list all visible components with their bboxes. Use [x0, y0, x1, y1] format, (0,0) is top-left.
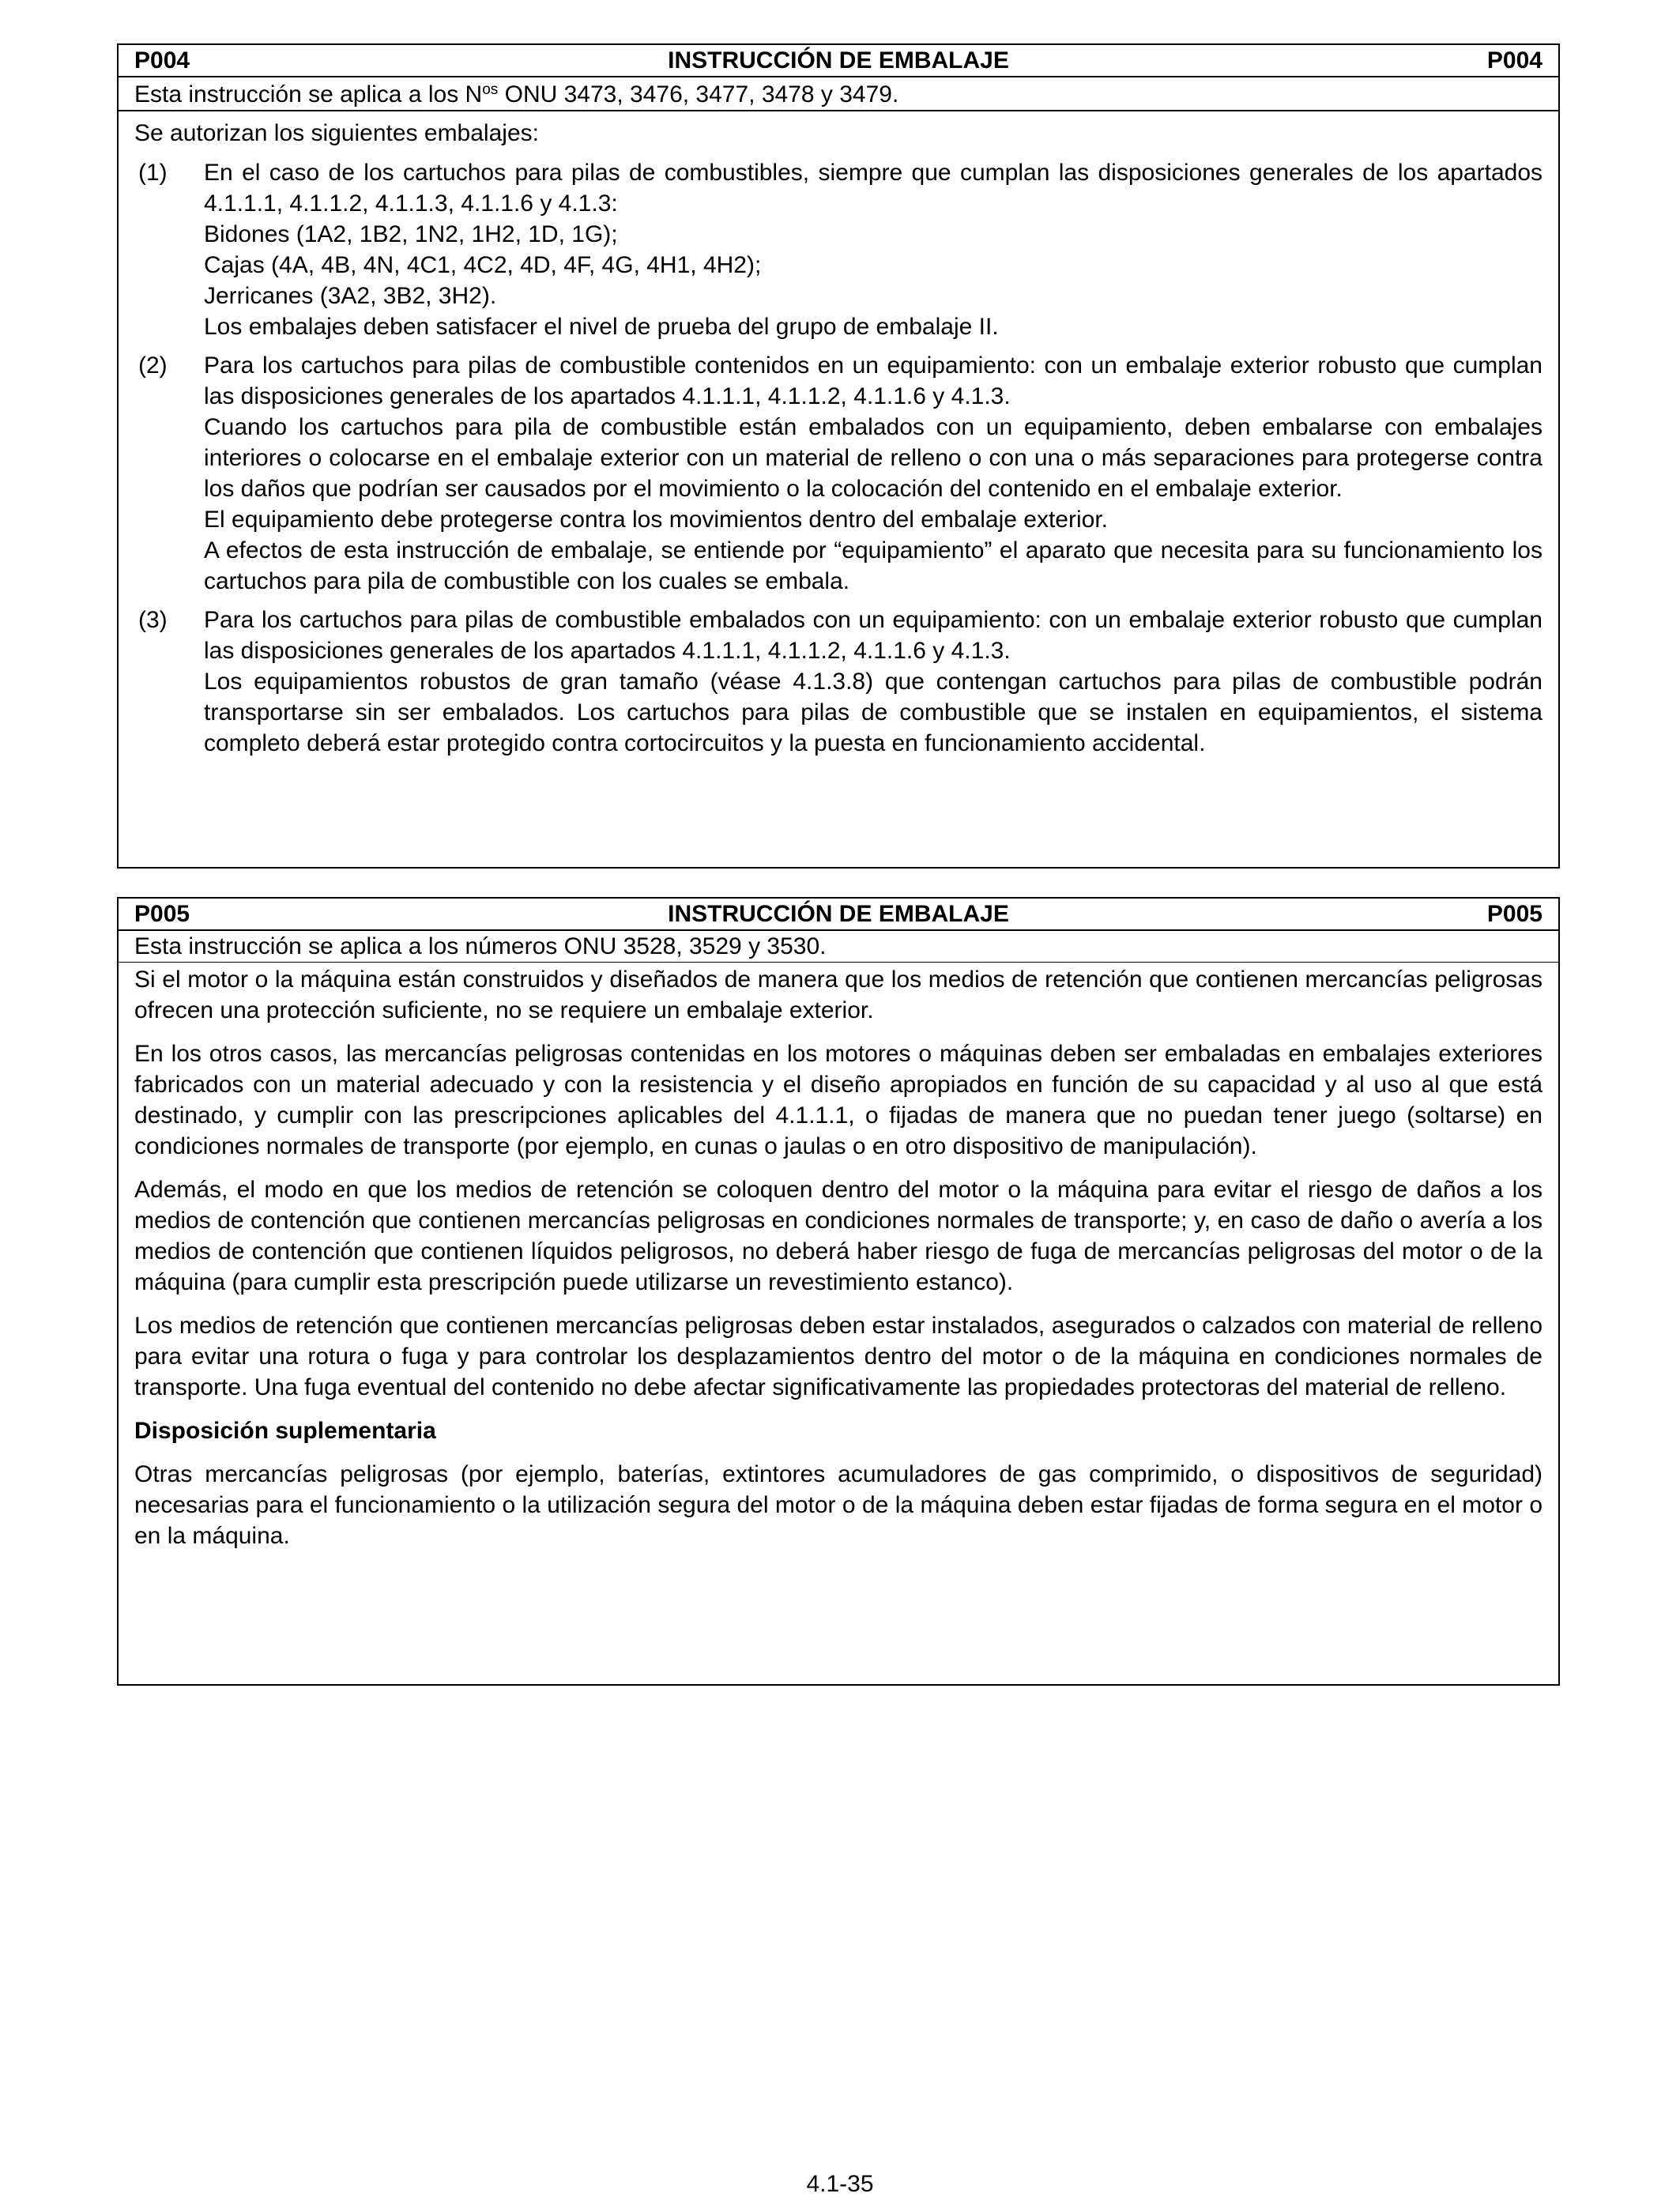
- p004-header-row: [119, 45, 1558, 77]
- p004-item-3: [134, 605, 1543, 759]
- p005-paragraph-3: Además, el modo en que los medios de retención se coloquen dentro del motor o la máquina para evitar el riesgo de daños a los medios de contención que contienen mercancías peligrosas en condiciones normales de transporte; y, en caso de daño o avería a los medios de contención que contienen líquidos peligrosos, no deberá haber riesgo de fuga de mercancías peligrosas del motor o de la máquina (para cumplir esta prescripción puede utilizarse un revestimiento estanco).: [134, 1177, 1543, 1295]
- item-line: Cuando los cartuchos para pila de combustible están embalados con un equipamiento, deben embalarse con embalajes interiores o colocarse en el embalaje exterior con un material de relleno o con una o más separaciones para protegerse contra los daños que podrían ser causados por el movimiento o la colocación del contenido en el embalaje exterior.: [204, 414, 1543, 502]
- p004-intro: Se autorizan los siguientes embalajes:: [134, 120, 539, 146]
- p005-supplementary-text: Otras mercancías peligrosas (por ejemplo, baterías, extintores acumuladores de gas comprimido, o dispositivos de seguridad) necesarias para el funcionamiento o la utilización segura del motor o de la máquina deben estar fijadas de forma segura en el motor o en la máquina.: [134, 1461, 1543, 1549]
- item-number: (3): [138, 607, 168, 633]
- item-line: Los equipamientos robustos de gran tamaño (véase 4.1.3.8) que contengan cartuchos para pilas de combustible podrán transportarse sin ser embalados. Los cartuchos para pilas de combustible que se instalen en equipamientos, el sistema completo deberá estar protegido contra cortocircuitos y la puesta en funcionamiento accidental.: [204, 669, 1543, 756]
- p004-title: INSTRUCCIÓN DE EMBALAJE: [668, 47, 1009, 73]
- p005-instruction-box: [117, 897, 1560, 1686]
- p005-title: INSTRUCCIÓN DE EMBALAJE: [668, 901, 1009, 927]
- p004-applies-text-post: ONU 3473, 3476, 3477, 3478 y 3479.: [498, 81, 899, 107]
- p004-applies-text-pre: Esta instrucción se aplica a los N: [134, 81, 483, 107]
- p005-code-right: P005: [1486, 901, 1543, 927]
- p005-applies-row: [119, 931, 1558, 963]
- item-line: A efectos de esta instrucción de embalaje, se entiende por “equipamiento” el aparato que necesita para su funcionamiento los cartuchos para pila de combustible con los cuales se embala.: [204, 537, 1543, 594]
- item-line: En el caso de los cartuchos para pilas de combustibles, siempre que cumplan las disposiciones generales de los apartados 4.1.1.1, 4.1.1.2, 4.1.1.3, 4.1.1.6 y 4.1.3:: [204, 160, 1543, 217]
- p004-body: [119, 118, 1558, 759]
- p005-applies-text: Esta instrucción se aplica a los números ONU 3528, 3529 y 3530.: [134, 933, 827, 959]
- page-number: 4.1-35: [806, 2171, 874, 2197]
- item-line: Cajas (4A, 4B, 4N, 4C1, 4C2, 4D, 4F, 4G, 4H1, 4H2);: [204, 252, 762, 278]
- p005-body: [119, 964, 1558, 1551]
- item-line: Los embalajes deben satisfacer el nivel de prueba del grupo de embalaje II.: [204, 314, 999, 340]
- p005-code-left: P005: [134, 901, 190, 927]
- item-number: (1): [138, 160, 168, 186]
- item-line: Jerricanes (3A2, 3B2, 3H2).: [204, 283, 497, 309]
- p005-header-row: [119, 899, 1558, 931]
- p004-instruction-box: [117, 43, 1560, 869]
- p004-applies-superscript: os: [482, 81, 499, 98]
- item-number: (2): [138, 352, 168, 379]
- p004-item-1: [134, 157, 1543, 342]
- p005-supplementary-heading: Disposición suplementaria: [134, 1418, 436, 1444]
- p004-applies-row: [119, 77, 1558, 111]
- p005-paragraph-4: Los medios de retención que contienen mercancías peligrosas deben estar instalados, asegurados o calzados con material de relleno para evitar una rotura o fuga y para controlar los desplazamientos dentro del motor o de la máquina en condiciones normales de transporte. Una fuga eventual del contenido no debe afectar significativamente las propiedades protectoras del material de relleno.: [134, 1313, 1543, 1400]
- item-line: El equipamiento debe protegerse contra los movimientos dentro del embalaje exterior.: [204, 507, 1108, 533]
- p005-paragraph-2: En los otros casos, las mercancías peligrosas contenidas en los motores o máquinas deben ser embaladas en embalajes exteriores fabricados con un material adecuado y con la resistencia y el diseño apropiados en función de su capacidad y al uso al que está destinado, y cumplir con las prescripciones aplicables del 4.1.1.1, o fijadas de manera que no puedan tener juego (soltarse) en condiciones normales de transporte (por ejemplo, en cunas o jaulas o en otro dispositivo de manipulación).: [134, 1041, 1543, 1159]
- p004-item-2: [134, 350, 1543, 597]
- item-line: Bidones (1A2, 1B2, 1N2, 1H2, 1D, 1G);: [204, 221, 618, 247]
- item-line: Para los cartuchos para pilas de combustible contenidos en un equipamiento: con un embalaje exterior robusto que cumplan las disposiciones generales de los apartados 4.1.1.1, 4.1.1.2, 4.1.1.6 y 4.1.3.: [204, 352, 1543, 409]
- p005-paragraph-1: Si el motor o la máquina están construidos y diseñados de manera que los medios de retención que contienen mercancías peligrosas ofrecen una protección suficiente, no se requiere un embalaje exterior.: [134, 967, 1543, 1023]
- item-line: Para los cartuchos para pilas de combustible embalados con un equipamiento: con un embalaje exterior robusto que cumplan las disposiciones generales de los apartados 4.1.1.1, 4.1.1.2, 4.1.1.6 y 4.1.3.: [204, 607, 1543, 664]
- p004-code-left: P004: [134, 47, 190, 73]
- p004-code-right: P004: [1486, 47, 1543, 73]
